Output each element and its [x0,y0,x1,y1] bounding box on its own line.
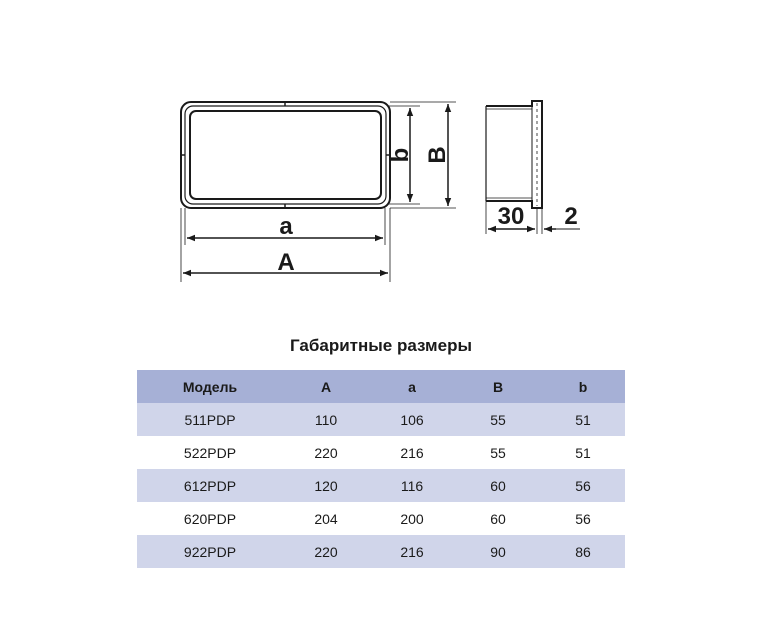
cell-outer-height: 60 [490,510,506,527]
cell-inner-width: 116 [400,477,424,494]
cell-inner-height: 86 [575,543,591,560]
cell-outer-height: 55 [490,444,506,461]
cell-outer-width: 204 [314,510,338,527]
label-wall: 2 [564,203,578,230]
table-row [137,502,625,535]
table-header-row [137,370,625,403]
cell-inner-height: 51 [575,411,591,428]
table-title: Габаритные размеры [290,336,472,355]
cell-model: 522PDP [183,444,237,461]
cell-inner-width: 200 [400,510,424,527]
cell-outer-width: 220 [314,444,338,461]
column-header-outer-height: B [492,378,504,395]
outer-frame [181,102,390,208]
cell-inner-width: 216 [400,444,424,461]
table-row [137,403,625,436]
cell-inner-width: 216 [400,543,424,560]
cell-outer-width: 220 [314,543,338,560]
label-outer-height: B [424,146,451,164]
column-header-inner-width: a [408,378,416,395]
cell-outer-width: 120 [314,477,338,494]
cell-outer-height: 60 [490,477,506,494]
cell-outer-width: 110 [314,411,338,428]
column-header-outer-width: A [320,378,332,395]
technical-drawing [0,0,772,300]
column-header-inner-height: b [578,378,588,395]
table-row [137,535,625,568]
extension-lines [181,102,456,282]
table-row [137,469,625,502]
cell-inner-height: 56 [575,477,591,494]
label-inner-width: a [279,213,293,240]
front-view [181,102,390,208]
label-inner-height: b [387,147,414,163]
cell-model: 620PDP [183,510,237,527]
column-header-model: Модель [182,378,238,395]
cell-outer-height: 90 [490,543,506,560]
label-depth: 30 [497,203,525,230]
dimension-lines [183,104,448,273]
side-view [486,101,542,208]
middle-frame [185,106,386,204]
cell-outer-height: 55 [490,411,506,428]
cell-inner-width: 106 [400,411,424,428]
label-outer-width: A [277,249,295,276]
table-row [137,436,625,469]
cell-inner-height: 56 [575,510,591,527]
cell-model: 922PDP [183,543,237,560]
cell-inner-height: 51 [575,444,591,461]
cell-model: 511PDP [184,411,236,428]
dimensions-table [137,370,625,568]
inner-frame [190,111,381,199]
cell-model: 612PDP [183,477,237,494]
